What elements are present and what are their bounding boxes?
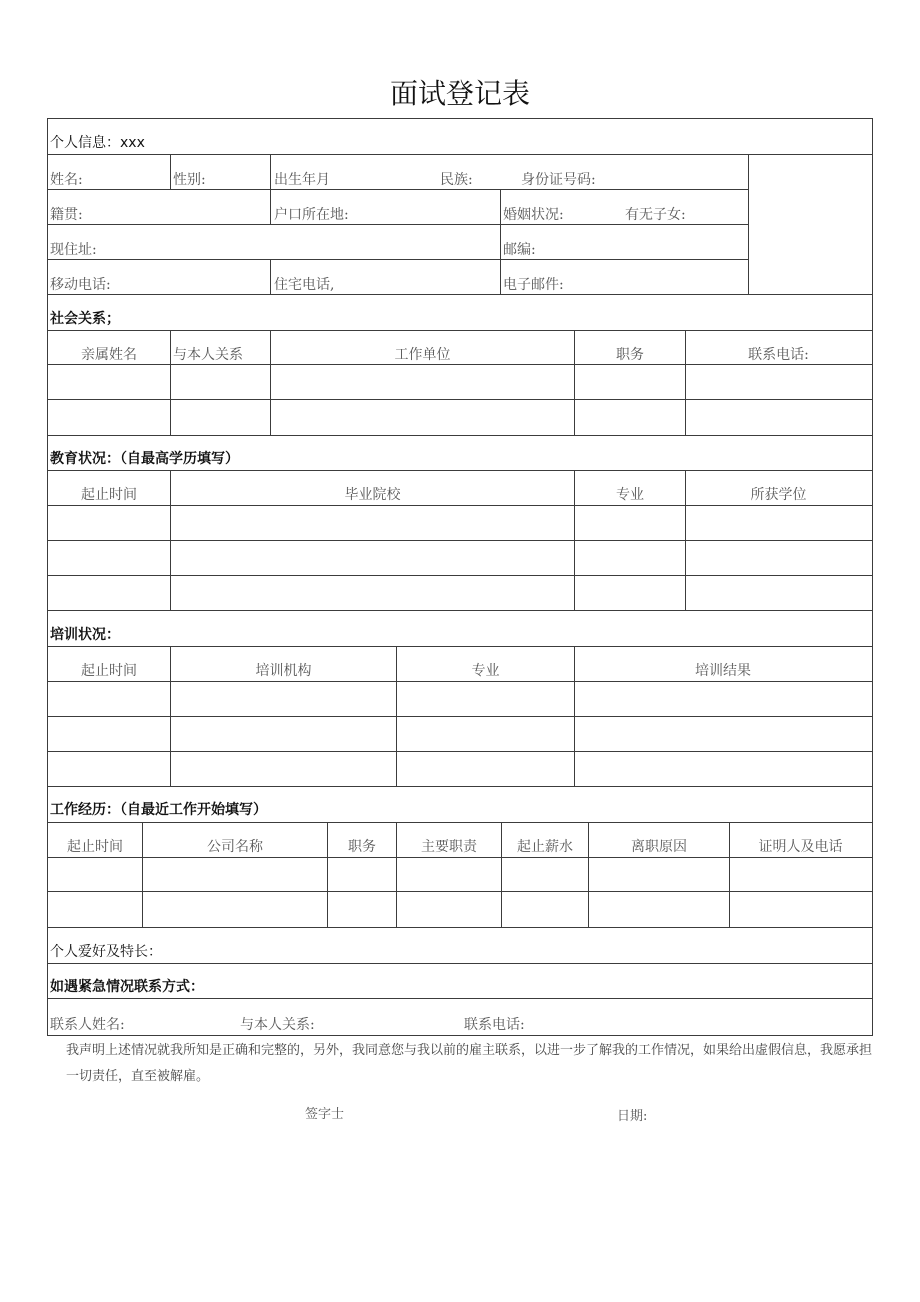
col-divider <box>729 822 730 927</box>
column-header: 起止时间 <box>67 839 123 855</box>
row-divider <box>47 786 872 787</box>
col-divider <box>501 822 502 927</box>
column-header: 职务 <box>348 839 376 855</box>
column-header: 与本人关系 <box>173 347 243 363</box>
children-label: 有无子女: <box>625 207 686 223</box>
emergency-contact-name-label: 联系人姓名: <box>50 1017 125 1033</box>
col-divider <box>270 154 271 225</box>
column-header: 专业 <box>471 663 500 679</box>
column-header: 所获学位 <box>750 487 807 503</box>
col-divider <box>170 330 171 435</box>
gender-label: 性别: <box>173 172 206 188</box>
row-divider <box>47 610 872 611</box>
col-divider <box>170 154 171 190</box>
email-label: 电子邮件: <box>503 277 564 293</box>
declaration-text: 我声明上述情况就我所知是正确和完整的，另外，我同意您与我以前的雇主联系，以进一步了解我的工作情况，如果给出虚假信息，我愿承担一切责任，直至被解雇。 <box>66 1043 873 1084</box>
training-header: 培训状况： <box>50 627 120 643</box>
row-divider <box>47 224 749 225</box>
photo-area-border <box>748 154 749 295</box>
id-number-label: 身份证号码: <box>521 172 596 188</box>
row-divider <box>47 822 872 823</box>
marital-label: 婚姻状况: <box>503 207 564 223</box>
col-divider <box>327 822 328 927</box>
col-divider <box>270 259 271 295</box>
column-header: 起止薪水 <box>517 839 573 855</box>
row-divider <box>47 189 749 190</box>
address-label: 现住址: <box>50 242 97 258</box>
row-divider <box>47 927 872 928</box>
column-header: 主要职责 <box>421 839 477 855</box>
emergency-phone-label: 联系电话: <box>464 1017 525 1033</box>
column-header: 亲属姓名 <box>81 347 137 363</box>
col-divider <box>685 330 686 435</box>
column-header: 毕业院校 <box>344 487 401 503</box>
education-header: 教育状况：（自最高学历填写） <box>50 451 239 467</box>
name-label: 姓名: <box>50 172 83 188</box>
hukou-label: 户口所在地: <box>274 207 349 223</box>
row-divider <box>47 259 749 260</box>
row-divider <box>47 998 872 999</box>
column-header: 离职原因 <box>631 839 687 855</box>
emergency-relation-label: 与本人关系: <box>240 1017 315 1033</box>
column-header: 培训机构 <box>255 663 312 679</box>
row-divider <box>47 435 872 436</box>
page-title: 面试登记表 <box>389 77 530 110</box>
work-experience-header: 工作经历：（自最近工作开始填写） <box>50 802 267 818</box>
column-header: 培训结果 <box>695 663 751 679</box>
column-header: 专业 <box>616 487 644 503</box>
column-header: 联系电话: <box>748 347 809 363</box>
postcode-label: 邮编: <box>503 242 536 258</box>
signature-label: 签字士 <box>305 1107 345 1122</box>
ethnicity-label: 民族: <box>440 172 473 188</box>
column-header: 工作单位 <box>394 347 451 363</box>
column-header: 起止时间 <box>81 663 137 679</box>
column-header: 职务 <box>616 347 644 363</box>
col-divider <box>396 822 397 927</box>
date-label: 日期: <box>617 1109 648 1124</box>
native-place-label: 籍贯: <box>50 207 83 223</box>
col-divider <box>142 822 143 927</box>
mobile-label: 移动电话: <box>50 277 111 293</box>
row-divider <box>47 963 872 964</box>
hobbies-header: 个人爱好及特长： <box>50 944 162 960</box>
home-phone-label: 住宅电话, <box>274 277 335 293</box>
row-divider <box>47 891 872 892</box>
col-divider <box>270 330 271 435</box>
personal-info-header: 个人信息：xxx <box>50 135 145 151</box>
column-header: 公司名称 <box>207 839 263 855</box>
col-divider <box>500 189 501 295</box>
col-divider <box>588 822 589 927</box>
row-divider <box>47 857 872 858</box>
birth-label: 出生年月 <box>274 172 330 188</box>
column-header: 起止时间 <box>81 487 137 503</box>
column-header: 证明人及电话 <box>758 839 843 855</box>
emergency-header: 如遇紧急情况联系方式： <box>50 979 204 995</box>
col-divider <box>574 330 575 435</box>
social-relations-header: 社会关系； <box>50 311 120 327</box>
